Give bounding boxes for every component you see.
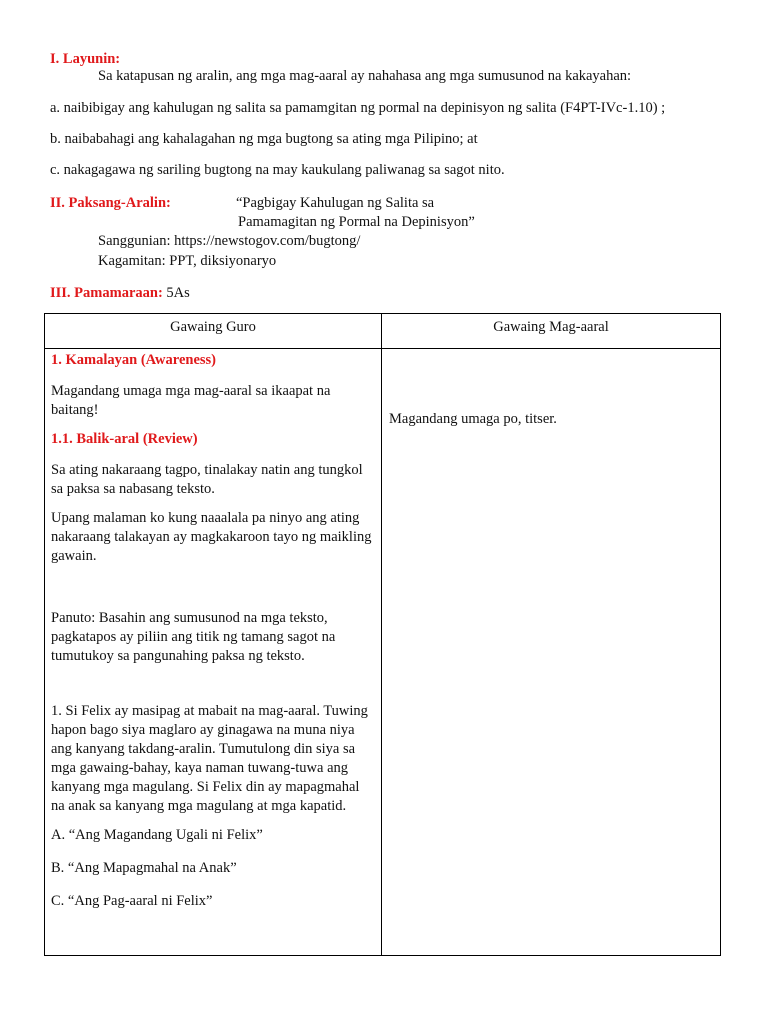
student-column-header: Gawaing Mag-aaral <box>382 314 721 349</box>
review-heading: 1.1. Balik-aral (Review) <box>51 431 198 447</box>
objective-a: a. naibibigay ang kahulugan ng salita sa pamamgitan ng pormal na depinisyon ng salita (F4PT-IVc-1.10) ; <box>50 100 666 116</box>
choice-c: C. “Ang Pag-aaral ni Felix” <box>51 893 213 909</box>
topic-line-2: Pamamagitan ng Pormal na Depinisyon” <box>238 214 475 230</box>
student-response: Magandang umaga po, titser. <box>389 411 557 427</box>
review-text-2: Upang malaman ko kung naaalala pa ninyo ang ating nakaraang talakayan ay magkakaroon tayo ng maikling gawain. <box>51 510 372 564</box>
reference-source: Sanggunian: https://newstogov.com/bugtong/ <box>98 233 361 249</box>
greeting-text: Magandang umaga mga mag-aaral sa ikaapat na baitang! <box>51 383 331 418</box>
lesson-topic <box>236 194 475 232</box>
method-name: 5As <box>166 285 190 301</box>
lesson-table <box>44 313 721 956</box>
topic-line-1: “Pagbigay Kahulugan ng Salita sa <box>236 195 435 211</box>
section-3-heading: III. Pamamaraan: <box>50 285 163 301</box>
section-3 <box>50 284 190 303</box>
review-text-1: Sa ating nakaraang tagpo, tinalakay natin ang tungkol sa paksa sa nabasang teksto. <box>51 462 363 497</box>
table-header-row <box>45 314 721 349</box>
materials: Kagamitan: PPT, diksiyonaryo <box>98 253 277 269</box>
choice-a: A. “Ang Magandang Ugali ni Felix” <box>51 827 263 843</box>
objective-b: b. naibabahagi ang kahalagahan ng mga bugtong sa ating mga Pilipino; at <box>50 131 478 147</box>
objective-c: c. nakagagawa ng sariling bugtong na may kaukulang paliwanag sa sagot nito. <box>50 162 505 178</box>
instructions-text: Panuto: Basahin ang sumusunod na mga teksto, pagkatapos ay piliin ang titik ng tamang sagot na tumutukoy sa pangunahing paksa ng teksto. <box>51 610 336 664</box>
student-cell <box>382 349 721 956</box>
section-2-heading: II. Paksang-Aralin: <box>50 195 171 211</box>
objectives-intro: Sa katapusan ng aralin, ang mga mag-aaral ay nahahasa ang mga sumusunod na kakayahan: <box>98 68 632 84</box>
item-1-text: 1. Si Felix ay masipag at mabait na mag-aaral. Tuwing hapon bago siya maglaro ay ginagawa na muna niya ang kanyang takdang-aralin. Tumutulong din siya sa mga gawaing-bahay, kaya naman tuwang-tuwa ang kanyang mga magulang. Si Felix din ay mapagmahal na anak sa kanyang mga magulang at mga kapatid. <box>51 703 368 814</box>
awareness-heading: 1. Kamalayan (Awareness) <box>51 352 216 368</box>
teacher-cell <box>45 349 382 956</box>
teacher-column-header: Gawaing Guro <box>45 314 382 349</box>
table-row <box>45 349 721 956</box>
section-1-heading: I. Layunin: <box>50 51 121 67</box>
choice-b: B. “Ang Mapagmahal na Anak” <box>51 860 237 876</box>
